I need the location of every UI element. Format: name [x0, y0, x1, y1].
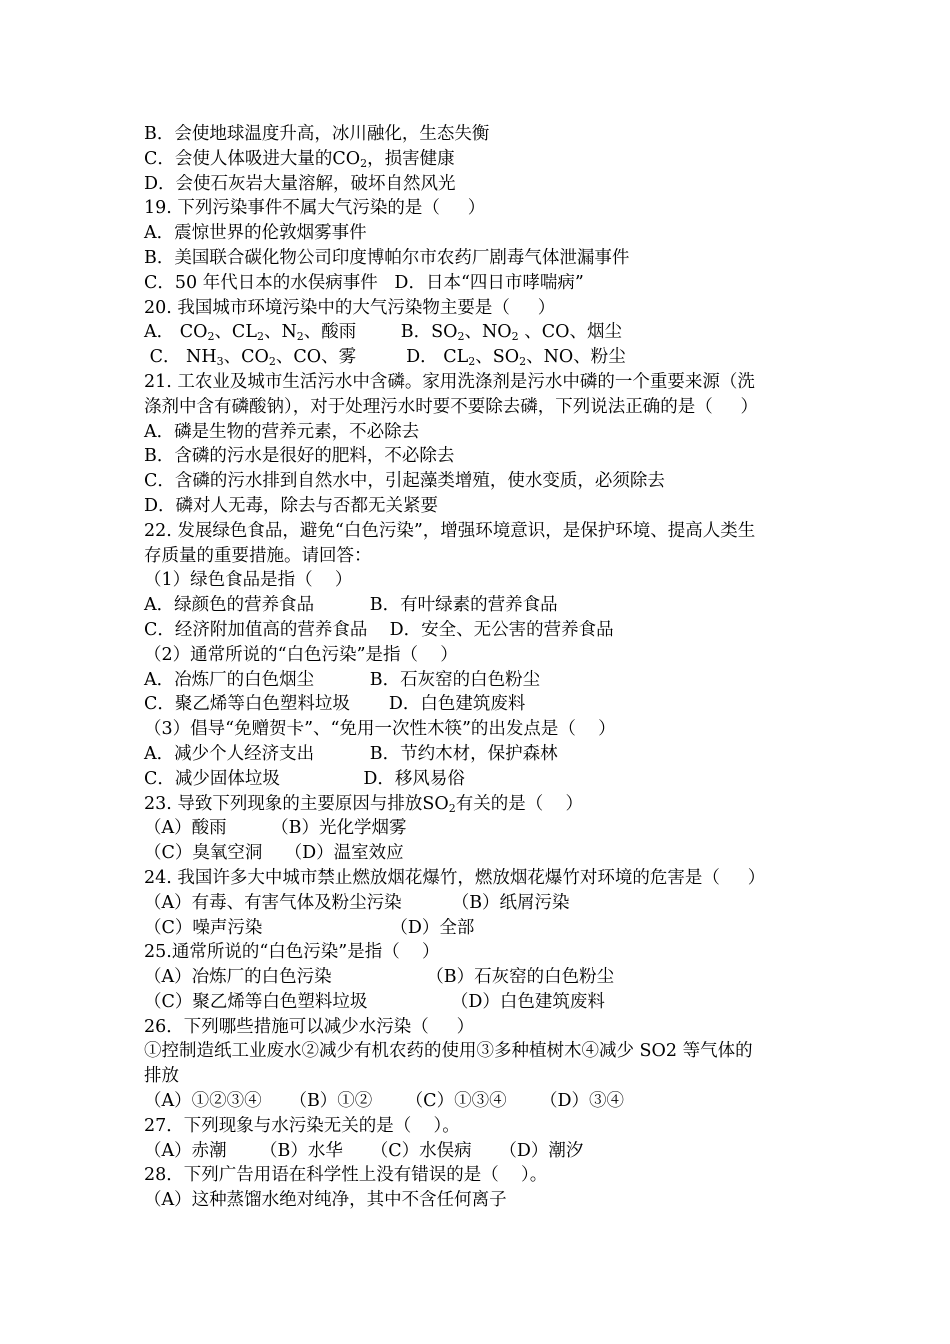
text-line: 24. 我国许多大中城市禁止燃放烟花爆竹，燃放烟花爆竹对环境的危害是（ ）: [144, 867, 766, 888]
text-line: （1）绿色食品是指（ ）: [144, 570, 353, 591]
text-line: （C）聚乙烯等白色塑料垃圾 （D）白色建筑废料: [144, 991, 605, 1012]
text-line: B．含磷的污水是很好的肥料，不必除去: [144, 446, 455, 467]
text-line: （A）冶炼厂的白色污染 （B）石灰窑的白色粉尘: [144, 967, 615, 988]
text-line: （A）赤潮 （B）水华 （C）水俣病 （D）潮汐: [144, 1140, 584, 1161]
text-line: （2）通常所说的“白色污染”是指（ ）: [144, 644, 458, 665]
text-line: 19. 下列污染事件不属大气污染的是（ ）: [144, 198, 486, 219]
text-line: （A）有毒、有害气体及粉尘污染 （B）纸屑污染: [144, 892, 570, 913]
text-line: （A）这种蒸馏水绝对纯净，其中不含任何离子: [144, 1190, 507, 1211]
text-line: C．减少固体垃圾 D．移风易俗: [144, 768, 465, 789]
text-line: 20. 我国城市环境污染中的大气污染物主要是（ ）: [144, 297, 556, 318]
text-line: C．经济附加值高的营养食品 D．安全、无公害的营养食品: [144, 619, 614, 640]
text-line: D．磷对人无毒，除去与否都无关紧要: [144, 495, 439, 516]
text-line: A．冶炼厂的白色烟尘 B．石灰窑的白色粉尘: [144, 669, 541, 690]
text-line: C．含磷的污水排到自然水中，引起藻类增殖，使水变质，必须除去: [144, 471, 665, 492]
text-line: B．美国联合碳化物公司印度博帕尔市农药厂剧毒气体泄漏事件: [144, 247, 630, 268]
text-line: C．会使人体吸进大量的$CO_2$，损害健康: [144, 148, 455, 170]
text-line: （C）臭氧空洞 （D）温室效应: [144, 843, 404, 864]
text-line: 21. 工农业及城市生活污水中含磷。家用洗涤剂是污水中磷的一个重要来源（洗: [144, 371, 755, 392]
text-line: A．震惊世界的伦敦烟雾事件: [144, 223, 367, 244]
text-line: 28．下列广告用语在科学性上没有错误的是（ ）。: [144, 1165, 548, 1186]
text-line: A． $CO_2$、$CL_2$、$N_2$、酸雨 B．$SO_2$、$NO_2$ 、CO、烟尘: [144, 322, 622, 344]
text-line: A．磷是生物的营养元素，不必除去: [144, 421, 420, 442]
text-line: 26．下列哪些措施可以减少水污染（ ）: [144, 1016, 475, 1037]
text-line: C． $NH_3$、$CO_2$、CO、雾 D． $CL_2$、$SO_2$、NO、粉尘: [144, 347, 626, 369]
text-line: C．50 年代日本的水俣病事件 D．日本“四日市哮喘病”: [144, 272, 584, 293]
text-line: 存质量的重要措施。请回答：: [144, 545, 372, 566]
text-line: 23. 导致下列现象的主要原因与排放$SO_2$有关的是（ ）: [144, 793, 583, 815]
text-line: 涤剂中含有磷酸钠），对于处理污水时要不要除去磷，下列说法正确的是（ ）: [144, 396, 759, 417]
text-line: 22. 发展绿色食品，避免“白色污染”，增强环境意识，是保护环境、提高人类生: [144, 520, 756, 541]
text-line: （C）噪声污染 （D）全部: [144, 917, 475, 938]
text-line: D．会使石灰岩大量溶解，破坏自然风光: [144, 173, 456, 194]
text-line: 排放: [144, 1066, 179, 1087]
text-line: B．会使地球温度升高，冰川融化，生态失衡: [144, 124, 490, 144]
text-line: （A）酸雨 （B）光化学烟雾: [144, 818, 407, 839]
text-line: A．绿颜色的营养食品 B．有叶绿素的营养食品: [144, 595, 558, 616]
text-line: ①控制造纸工业废水②减少有机农药的使用③多种植树木④减少 SO2 等气体的: [144, 1041, 753, 1062]
text-line: （3）倡导“免赠贺卡”、“免用一次性木筷”的出发点是（ ）: [144, 719, 616, 740]
text-line: C．聚乙烯等白色塑料垃圾 D．白色建筑废料: [144, 694, 526, 715]
text-line: 25.通常所说的“白色污染”是指（ ）: [144, 942, 440, 963]
text-line: （A）①②③④ （B）①② （C）①③④ （D）③④: [144, 1091, 624, 1112]
text-line: 27．下列现象与水污染无关的是（ ）。: [144, 1115, 460, 1136]
text-line: A．减少个人经济支出 B．节约木材，保护森林: [144, 743, 558, 764]
document-page: [144, 122, 824, 1213]
